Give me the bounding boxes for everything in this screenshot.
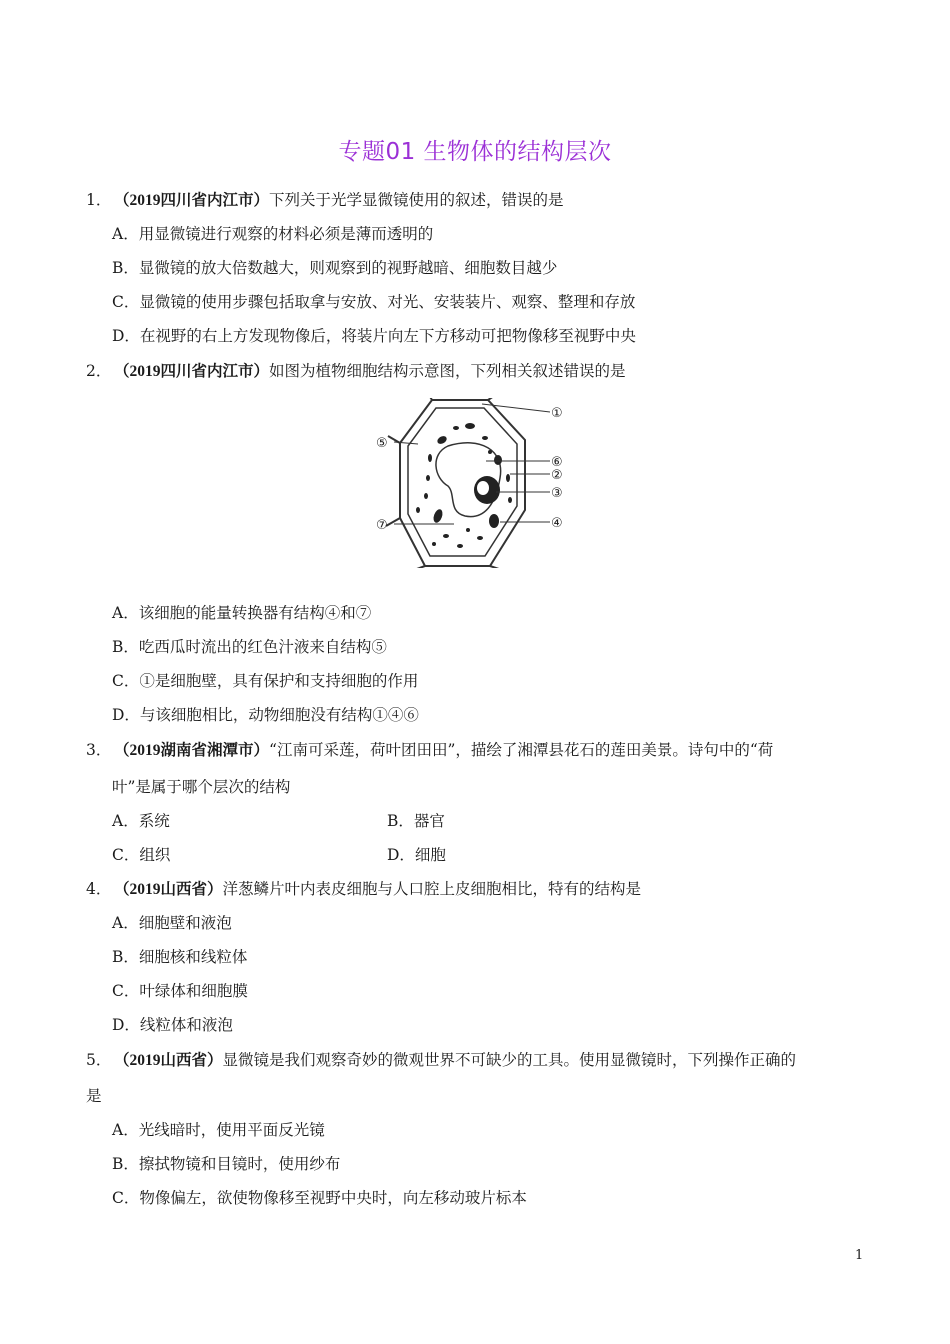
figure-label-2: ② [551, 468, 563, 483]
question-source: （2019山西省） [114, 1052, 223, 1069]
option-b: B．擦拭物镜和目镜时，使用纱布 [112, 1155, 341, 1173]
question-number: 5． [86, 1051, 112, 1069]
question-stem-continued: 是 [86, 1087, 102, 1105]
page-number: 1 [855, 1248, 864, 1263]
option-a: A．系统 [112, 812, 170, 830]
option-a: A．该细胞的能量转换器有结构④和⑦ [112, 604, 372, 622]
question-5 [86, 1050, 796, 1071]
question-number: 1． [86, 191, 112, 209]
figure-label-7: ⑦ [376, 518, 388, 533]
option-b: B．显微镜的放大倍数越大，则观察到的视野越暗、细胞数目越少 [112, 259, 558, 277]
question-source: （2019四川省内江市） [114, 192, 270, 209]
question-source: （2019湖南省湘潭市） [114, 742, 270, 759]
cell-wall-outer [400, 400, 525, 566]
question-stem: 显微镜是我们观察奇妙的微观世界不可缺少的工具。使用显微镜时，下列操作正确的 [222, 1051, 797, 1069]
option-c: C．叶绿体和细胞膜 [112, 982, 248, 1000]
question-stem: 下列关于光学显微镜使用的叙述，错误的是 [269, 191, 564, 209]
question-4 [86, 879, 641, 900]
option-c: C．显微镜的使用步骤包括取拿与安放、对光、安装装片、观察、整理和存放 [112, 293, 636, 311]
plant-cell-diagram [370, 398, 570, 568]
question-number: 2． [86, 362, 112, 380]
figure-label-3: ③ [551, 486, 563, 501]
figure-label-5: ⑤ [376, 436, 388, 451]
question-1 [86, 190, 564, 211]
option-a: A．光线暗时，使用平面反光镜 [112, 1121, 325, 1139]
page-title: 专题01 生物体的结构层次 [338, 139, 612, 165]
option-a: A．用显微镜进行观察的材料必须是薄而透明的 [112, 225, 434, 243]
option-b: B．细胞核和线粒体 [112, 948, 248, 966]
question-stem: 洋葱鳞片叶内表皮细胞与人口腔上皮细胞相比，特有的结构是 [222, 880, 642, 898]
option-c: C．物像偏左，欲使物像移至视野中央时，向左移动玻片标本 [112, 1189, 527, 1207]
option-d: D．在视野的右上方发现物像后，将装片向左下方移动可把物像移至视野中央 [112, 327, 636, 345]
question-source: （2019四川省内江市） [114, 363, 270, 380]
option-d: D．线粒体和液泡 [112, 1016, 233, 1034]
question-number: 4． [86, 880, 112, 898]
figure-label-6: ⑥ [551, 455, 563, 470]
option-a: A．细胞壁和液泡 [112, 914, 232, 932]
question-3 [86, 740, 773, 761]
figure-label-4: ④ [551, 516, 563, 531]
option-b: B．吃西瓜时流出的红色汁液来自结构⑤ [112, 638, 387, 656]
cell-membrane [408, 408, 517, 556]
option-d: D．与该细胞相比，动物细胞没有结构①④⑥ [112, 706, 419, 724]
question-number: 3． [86, 741, 112, 759]
option-b: B．器官 [387, 812, 445, 830]
question-source: （2019山西省） [114, 881, 223, 898]
option-c: C．①是细胞壁，具有保护和支持细胞的作用 [112, 672, 419, 690]
option-d: D．细胞 [387, 846, 446, 864]
figure-label-1: ① [551, 406, 563, 421]
question-stem: “江南可采莲，荷叶团田田”，描绘了湘潭县花石的莲田美景。诗句中的“荷 [269, 741, 774, 759]
question-2 [86, 361, 626, 382]
question-stem-continued: 叶”是属于哪个层次的结构 [112, 778, 291, 796]
question-stem: 如图为植物细胞结构示意图，下列相关叙述错误的是 [269, 362, 626, 380]
option-c: C．组织 [112, 846, 171, 864]
